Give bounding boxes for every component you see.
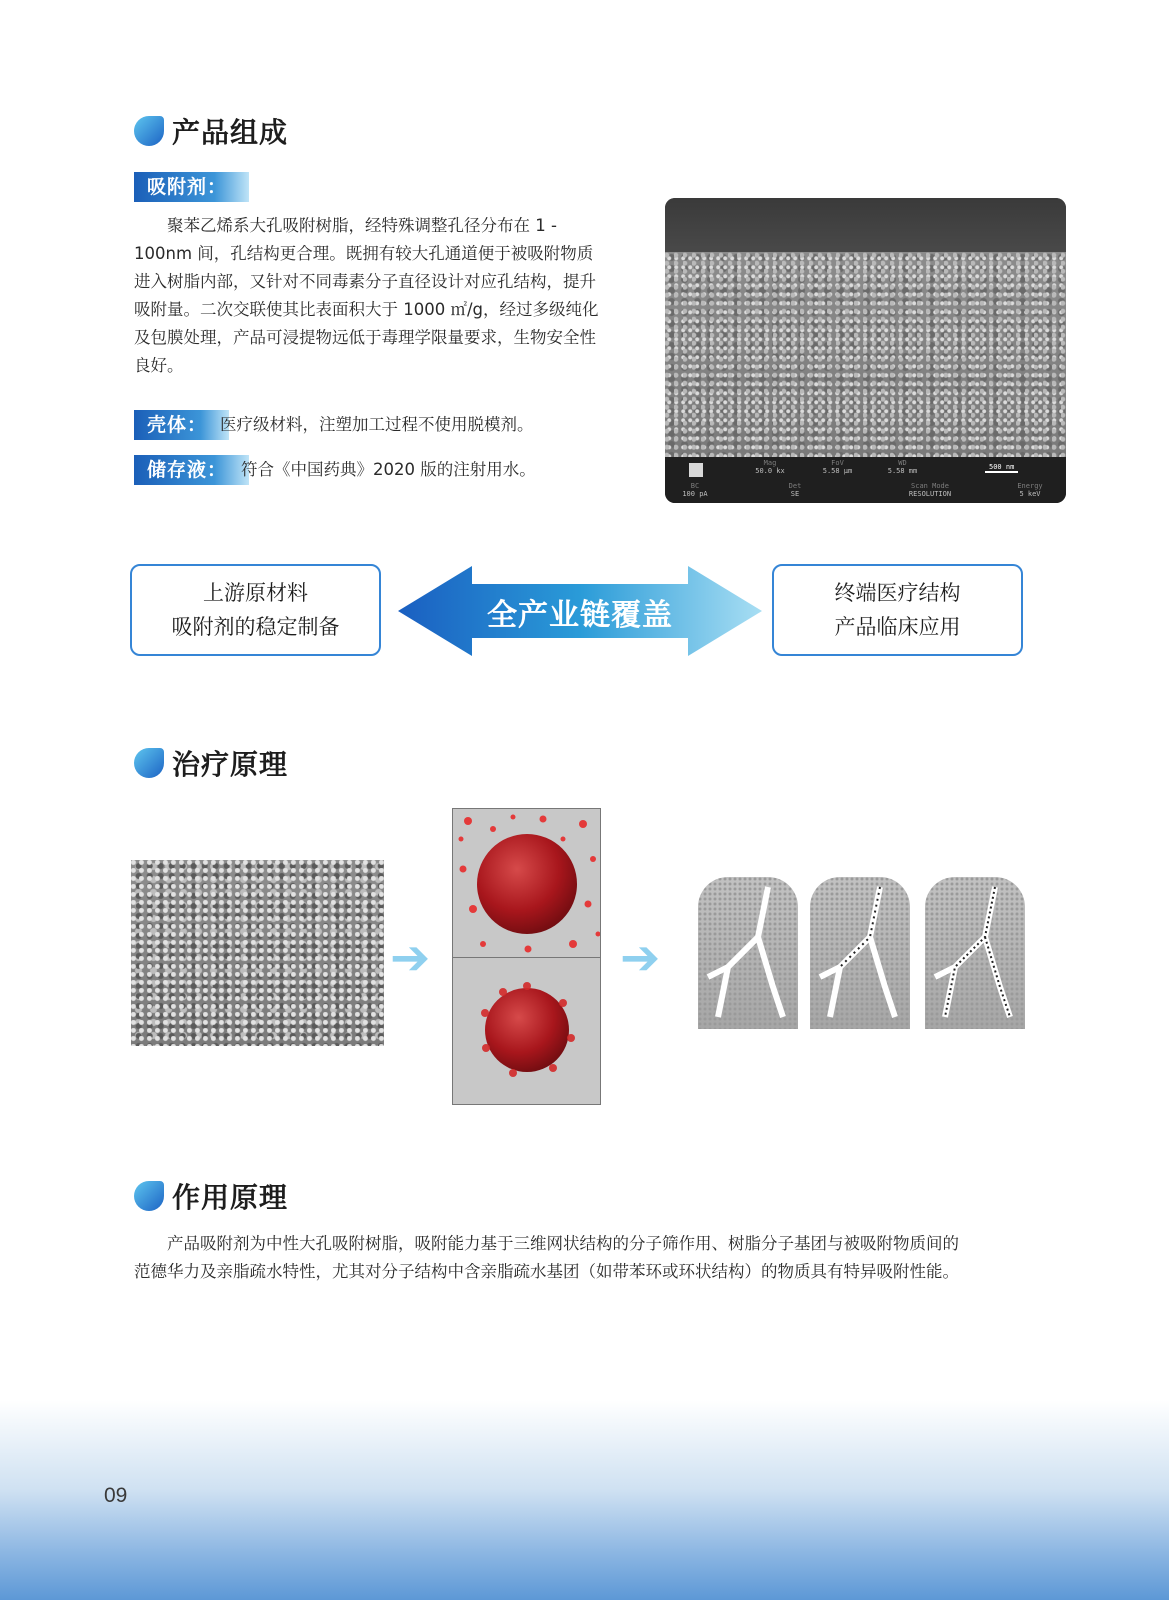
adsorbent-line: 及包膜处理，产品可浸提物远低于毒理学限量要求，生物安全性 (134, 328, 596, 347)
sem-background (665, 198, 1066, 256)
upstream-box (130, 564, 381, 656)
sem-det-value: SE (790, 490, 800, 498)
mechanism-line: 产品吸附剂为中性大孔吸附树脂，吸附能力基于三维网状结构的分子筛作用、树脂分子基团与被吸附物质间的 (134, 1234, 959, 1253)
adsorbent-line: 良好。 (134, 356, 184, 375)
sem-wd (870, 459, 935, 475)
mechanism-line: 范德华力及亲脂疏水特性，尤其对分子结构中含亲脂疏水基团（如带苯环或环状结构）的物质具有特异吸附性能。 (134, 1262, 959, 1281)
shell-text: 医疗级材料，注塑加工过程不使用脱模剂。 (220, 415, 534, 434)
sem-energy (1000, 482, 1060, 498)
sem-mag (735, 459, 805, 475)
section-title-text: 产品组成 (172, 116, 289, 149)
section-bullet-icon (134, 116, 164, 146)
sem-mag-label: Mag (763, 459, 777, 467)
section-bullet-icon (134, 1181, 164, 1211)
adsorbent-line: 100nm 间，孔结构更合理。既拥有较大孔通道便于被吸附物质 (134, 244, 594, 263)
sem-fov (805, 459, 870, 475)
sem-micrograph (665, 198, 1066, 503)
section-title-therapy (134, 743, 288, 783)
page-number: 09 (104, 1484, 128, 1507)
arrow-right-icon: ➔ (620, 930, 661, 986)
adsorbent-paragraph (134, 212, 654, 380)
full-chain-label: 全产业链覆盖 (487, 598, 673, 633)
section-bullet-icon (134, 748, 164, 778)
sem-bc-value: 100 pA (682, 490, 708, 498)
sem-mode-label: Scan Mode (911, 482, 949, 490)
pore-diagram-3 (925, 877, 1025, 1029)
sem-mag-value: 50.0 kx (755, 467, 785, 475)
shell-tag: 壳体： (134, 410, 229, 440)
storage-text: 符合《中国药典》2020 版的注射用水。 (241, 460, 536, 479)
adsorbent-line: 聚苯乙烯系大孔吸附树脂，经特殊调整孔径分布在 1 - (134, 216, 557, 235)
terminal-line1: 终端医疗结构 (834, 581, 961, 605)
section-title-text: 作用原理 (172, 1181, 289, 1214)
sem-wd-value: 5.58 mm (887, 467, 918, 475)
arrow-right-icon: ➔ (390, 930, 431, 986)
pore-diagram-2 (810, 877, 910, 1029)
sem-bc-label: BC (690, 482, 700, 490)
pore-diagram-1 (698, 877, 798, 1029)
sem-porous-surface (665, 252, 1066, 457)
footer-gradient (0, 1400, 1169, 1600)
section-title-composition (134, 111, 288, 151)
mechanism-paragraph (134, 1230, 1054, 1286)
upstream-line1: 上游原材料 (203, 581, 308, 605)
sem-energy-value: 5 keV (1019, 490, 1041, 498)
terminal-box (772, 564, 1023, 656)
bead-before-panel (452, 808, 601, 958)
section-title-text: 治疗原理 (172, 748, 289, 781)
sem-wd-label: WD (898, 459, 907, 467)
bead-with-toxins-illustration (453, 809, 601, 958)
adsorbent-line: 进入树脂内部，又针对不同毒素分子直径设计对应孔结构，提升 (134, 272, 596, 291)
sem-mode-value: RESOLUTION (908, 490, 952, 498)
bead-adsorbed-illustration (453, 958, 601, 1105)
microscope-logo-icon (689, 463, 703, 477)
sem-info-bar (665, 457, 1066, 503)
storage-tag: 储存液： (134, 455, 249, 485)
resin-surface-photo (131, 860, 384, 1046)
terminal-line2: 产品临床应用 (834, 615, 961, 639)
sem-fov-value: 5.58 μm (822, 467, 853, 475)
sem-bc (665, 482, 725, 498)
section-title-mechanism (134, 1176, 288, 1216)
adsorbent-tag: 吸附剂： (134, 172, 249, 202)
sem-det (765, 482, 825, 498)
bead-after-panel (452, 957, 601, 1105)
sem-mode (880, 482, 980, 498)
sem-det-label: Det (788, 482, 802, 490)
sem-fov-label: FoV (831, 459, 844, 467)
adsorbent-line: 吸附量。二次交联使其比表面积大于 1000 ㎡/g，经过多级纯化 (134, 300, 599, 319)
upstream-line2: 吸附剂的稳定制备 (171, 615, 340, 639)
sem-scale-bar: 500 nm (985, 463, 1018, 473)
sem-energy-label: Energy (1017, 482, 1043, 490)
